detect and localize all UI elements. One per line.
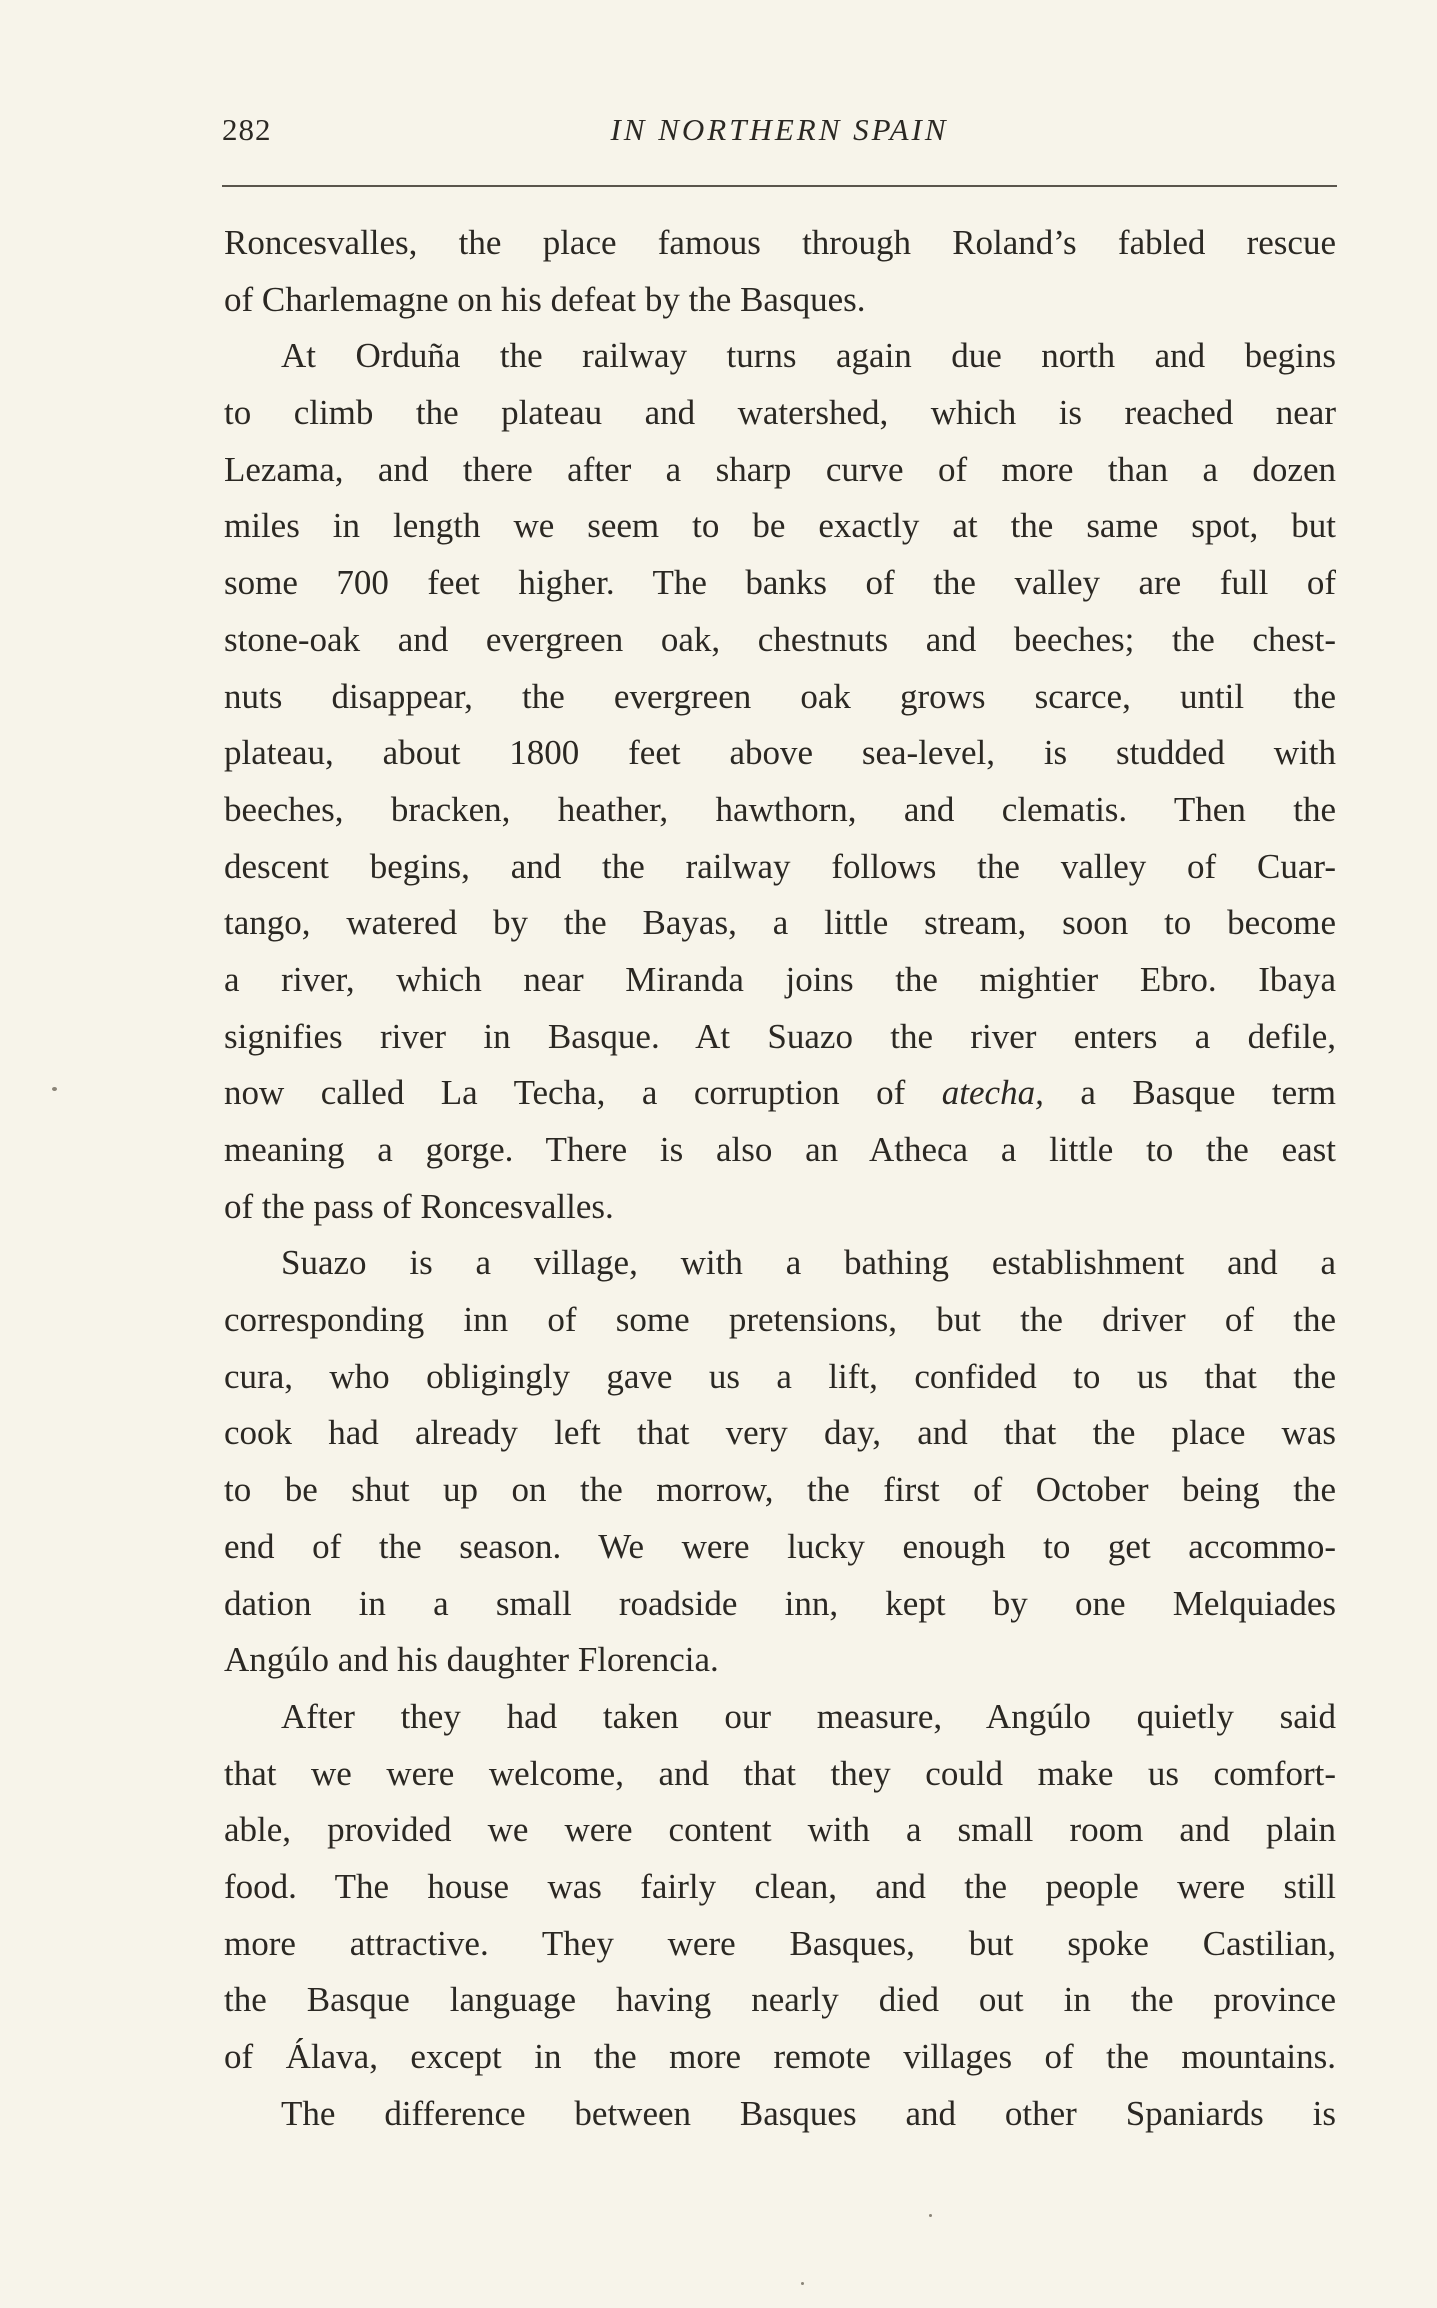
text-line: tango, watered by the Bayas, a little stream, soon to become [224,903,1336,943]
page-header [222,112,1337,162]
text-line: nuts disappear, the evergreen oak grows scarce, until the [224,676,1336,716]
text-line: cura, who obligingly gave us a lift, confided to us that the [224,1356,1336,1396]
text-line: end of the season. We were lucky enough to get accommo- [224,1526,1336,1566]
text-line: signifies river in Basque. At Suazo the river enters a defile, [224,1016,1336,1056]
text-line: Suazo is a village, with a bathing establishment and a [281,1243,1336,1283]
text-line: descent begins, and the railway follows the valley of Cuar- [224,846,1336,886]
text-line: beeches, bracken, heather, hawthorn, and clematis. Then the [224,789,1336,829]
text-segment: now called La Techa, a corruption of [224,1073,906,1113]
paper-speck [52,1087,57,1091]
text-line: At Orduña the railway turns again due north and begins [281,336,1336,376]
page-number: 282 [222,112,272,147]
text-line: meaning a gorge. There is also an Atheca a little to the east [224,1130,1336,1169]
text-segment: a Basque term [1080,1073,1336,1113]
body-text [224,215,1336,2142]
paper-speck [801,2282,804,2285]
running-title: IN NORTHERN SPAIN [610,112,949,147]
text-line-with-italic [224,1065,1336,1122]
text-line: cook had already left that very day, and that the place was [224,1413,1336,1453]
text-line: the Basque language having nearly died out in the province [224,1980,1336,2020]
text-line: plateau, about 1800 feet above sea-level, is studded with [224,733,1336,773]
text-line: Angúlo and his daughter Florencia. [224,1640,719,1680]
text-line: Lezama, and there after a sharp curve of more than a dozen [224,449,1336,489]
text-line: miles in length we seem to be exactly at the same spot, but [224,506,1336,546]
text-line: to climb the plateau and watershed, which is reached near [224,393,1336,433]
text-line: Roncesvalles, the place famous through Roland’s fabled rescue [224,223,1336,262]
italic-term: atecha, [941,1073,1044,1113]
text-line: After they had taken our measure, Angúlo quietly said [281,1696,1336,1736]
text-line: a river, which near Miranda joins the mightier Ebro. Ibaya [224,959,1336,999]
text-line: of the pass of Roncesvalles. [224,1186,614,1226]
text-line: corresponding inn of some pretensions, but the driver of the [224,1300,1336,1340]
text-line: stone-oak and evergreen oak, chestnuts and beeches; the chest- [224,619,1336,659]
text-line: dation in a small roadside inn, kept by one Melquiades [224,1583,1336,1623]
text-line: of Álava, except in the more remote villages of the mountains. [224,2037,1336,2076]
text-line: food. The house was fairly clean, and the people were still [224,1866,1336,1906]
text-line: The difference between Basques and other Spaniards is [281,2093,1336,2133]
header-rule [222,185,1337,187]
paper-speck [929,2214,932,2217]
text-line: able, provided we were content with a small room and plain [224,1810,1336,1850]
text-line: to be shut up on the morrow, the first of October being the [224,1470,1336,1510]
text-line: of Charlemagne on his defeat by the Basques. [224,279,866,319]
text-line: that we were welcome, and that they could make us comfort- [224,1753,1336,1793]
text-line: some 700 feet higher. The banks of the valley are full of [224,563,1336,603]
text-line: more attractive. They were Basques, but spoke Castilian, [224,1923,1336,1963]
